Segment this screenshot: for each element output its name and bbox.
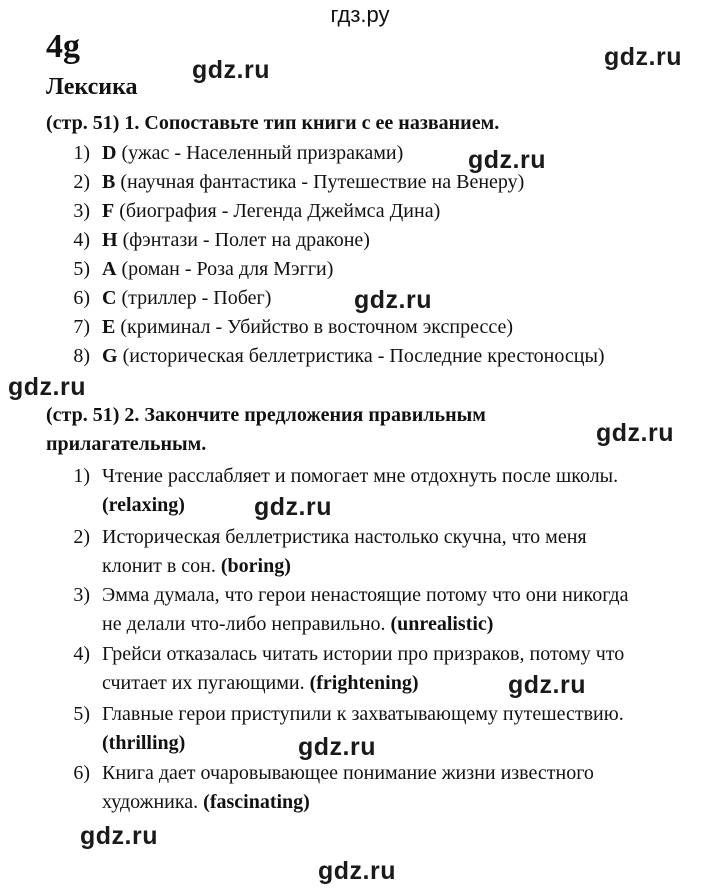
item-number: 2): [73, 171, 90, 193]
item-number: 5): [73, 703, 90, 725]
item-number: 6): [73, 287, 90, 309]
watermark: gdz.ru: [8, 373, 86, 401]
list-item: [50, 227, 710, 253]
list-item: [50, 198, 710, 224]
answer-letter: H: [102, 229, 118, 251]
list-item: [50, 701, 710, 759]
list-item: [50, 524, 710, 582]
item-number: 4): [73, 229, 90, 251]
answer-letter: C: [102, 287, 117, 309]
list-item: [50, 343, 710, 369]
list-item: [50, 169, 710, 195]
answer-letter: G: [102, 345, 118, 367]
watermark: gdz.ru: [80, 822, 158, 850]
unit-heading: 4g: [46, 28, 80, 65]
task1-title: (стр. 51) 1. Сопоставьте тип книги с ее названием.: [46, 112, 500, 134]
item-text: Историческая беллетристика настолько скучна, что меня: [102, 526, 587, 548]
watermark: gdz.ru: [596, 419, 674, 447]
item-number: 1): [73, 465, 90, 487]
watermark: gdz.ru: [508, 671, 586, 699]
answer-word: (boring): [220, 555, 291, 577]
item-text: не делали что-либо неправильно.: [102, 613, 391, 635]
item-text: (биография - Легенда Джеймса Дина): [114, 200, 441, 222]
answer-letter: A: [102, 258, 117, 280]
item-text: (историческая беллетристика - Последние крестоносцы): [117, 345, 605, 367]
list-item: [50, 582, 710, 640]
answer-word: (unrealistic): [390, 613, 494, 635]
list-item: [50, 256, 710, 282]
answer-word: (thrilling): [102, 732, 186, 754]
watermark: gdz.ru: [298, 733, 376, 761]
list-item: [50, 314, 710, 340]
answer-letter: D: [102, 142, 117, 164]
item-text: (ужас - Населенный призраками): [116, 142, 404, 164]
task2-title-line1: (стр. 51) 2. Закончите предложения правильным: [46, 404, 486, 426]
item-text: художника.: [102, 791, 204, 813]
site-header: гдз.ру: [330, 2, 390, 27]
answer-letter: E: [102, 316, 116, 338]
watermark: gdz.ru: [254, 493, 332, 521]
item-text: Эмма думала, что герои ненастоящие потому что они никогда: [102, 584, 629, 606]
item-text: считает их пугающими.: [102, 672, 310, 694]
item-text: клонит в сон.: [102, 555, 221, 577]
item-number: 5): [73, 258, 90, 280]
answer-word: (frightening): [309, 672, 419, 694]
item-number: 2): [73, 526, 90, 548]
item-text: Главные герои приступили к захватывающему путешествию.: [102, 703, 624, 725]
watermark: gdz.ru: [318, 857, 396, 885]
item-text: Книга дает очаровывающее понимание жизни известного: [102, 762, 594, 784]
item-text: (триллер - Побег): [116, 287, 272, 309]
section-heading: Лексика: [46, 74, 138, 100]
item-text: (научная фантастика - Путешествие на Венеру): [115, 171, 525, 193]
list-item: [50, 140, 710, 166]
task2-title-line2: прилагательным.: [46, 433, 207, 455]
item-text: (криминал - Убийство в восточном экспрессе): [115, 316, 513, 338]
watermark: gdz.ru: [468, 146, 546, 174]
answer-letter: F: [102, 200, 115, 222]
list-item: [50, 760, 710, 818]
item-text: Грейси отказалась читать истории про призраков, потому что: [102, 643, 625, 665]
watermark: gdz.ru: [192, 56, 270, 84]
item-number: 3): [73, 200, 90, 222]
item-number: 6): [73, 762, 90, 784]
item-number: 3): [73, 584, 90, 606]
item-text: (фэнтази - Полет на драконе): [117, 229, 370, 251]
item-number: 1): [73, 142, 90, 164]
answer-word: (fascinating): [203, 791, 310, 813]
watermark: gdz.ru: [354, 286, 432, 314]
watermark: gdz.ru: [604, 43, 682, 71]
item-number: 7): [73, 316, 90, 338]
list-item: [50, 463, 710, 521]
item-number: 4): [73, 643, 90, 665]
list-item: [50, 641, 710, 699]
item-text: Чтение расслабляет и помогает мне отдохнуть после школы.: [102, 465, 619, 487]
answer-letter: B: [102, 171, 116, 193]
item-text: (роман - Роза для Мэгги): [116, 258, 334, 280]
answer-word: (relaxing): [102, 494, 185, 516]
item-number: 8): [73, 345, 90, 367]
